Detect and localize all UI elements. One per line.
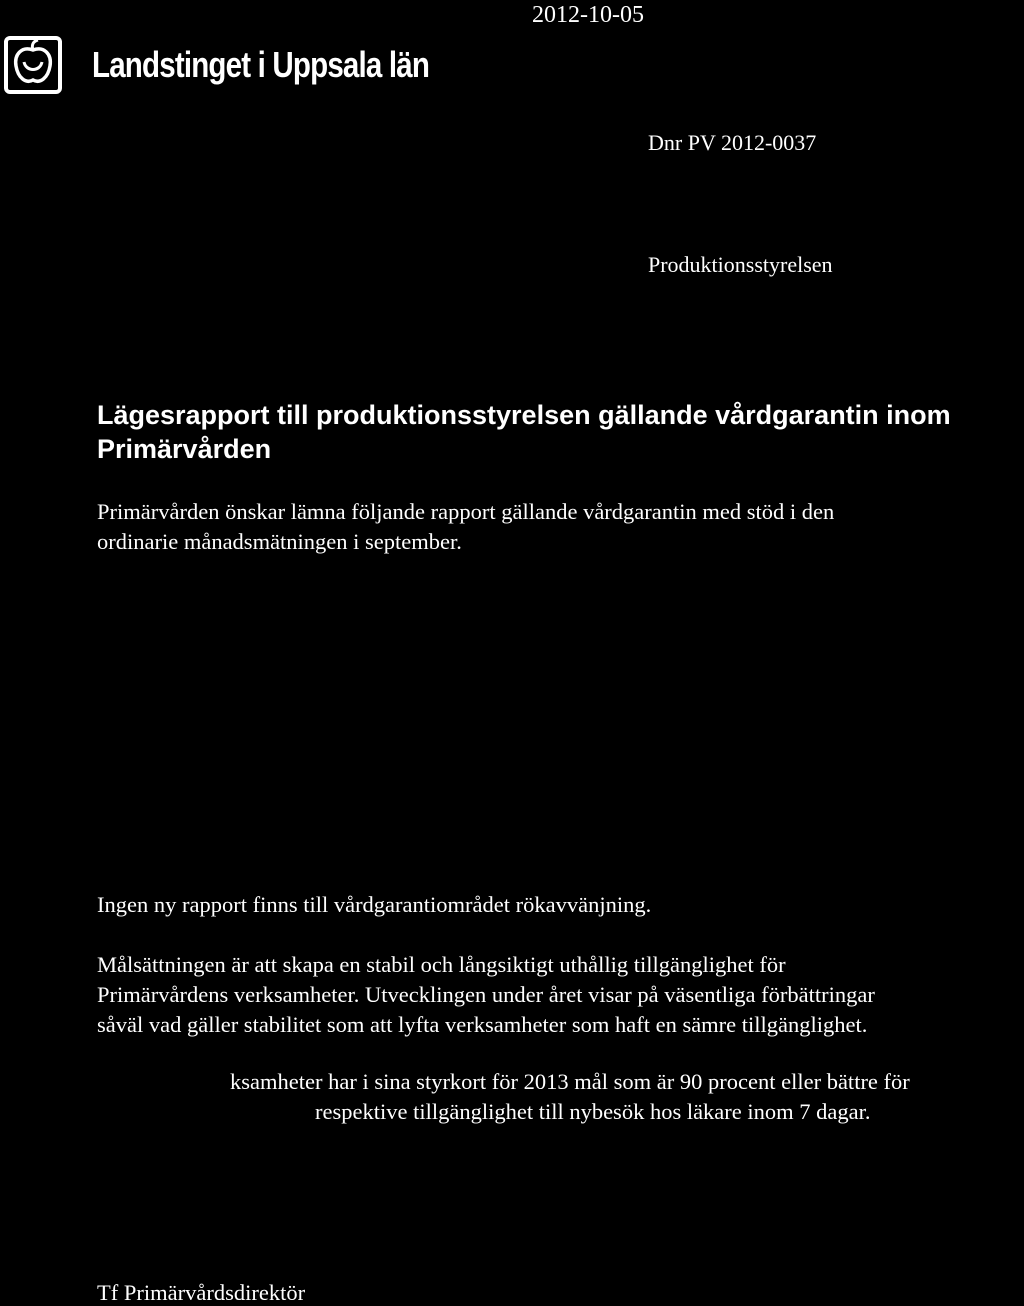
intro-line: ordinarie månadsmätningen i september. [97,529,462,554]
landstinget-logo-icon [4,36,62,94]
goal-line: ksamheter har i sina styrkort för 2013 mål som är 90 procent eller bättre för [230,1069,910,1094]
malsattning-line: Målsättningen är att skapa en stabil och långsiktigt uthållig tillgänglighet för [97,952,786,977]
signature-title: Tf Primärvårdsdirektör [97,1280,306,1305]
intro-line: Primärvården önskar lämna följande rapport gällande vårdgarantin med stöd i den [97,499,835,524]
goal-paragraph [230,1067,910,1127]
document-title: Lägesrapport till produktionsstyrelsen gällande vårdgarantin inom Primärvården [97,400,951,464]
rokavvanjning-paragraph: Ingen ny rapport finns till vårdgarantiområdet rökavvänjning. [97,892,652,917]
malsattning-paragraph [97,950,875,1040]
intro-paragraph [97,497,834,557]
organization-name: Landstinget i Uppsala län [92,44,430,85]
malsattning-line: Primärvårdens verksamheter. Utvecklingen under året visar på väsentliga förbättringar [97,982,875,1007]
recipient: Produktionsstyrelsen [648,252,833,277]
document-date: 2012-10-05 [532,2,644,28]
malsattning-line: såväl vad gäller stabilitet som att lyfta verksamheter som haft en sämre tillgänglighet. [97,1012,868,1037]
document-reference-number: Dnr PV 2012-0037 [648,130,817,155]
goal-line: respektive tillgänglighet till nybesök hos läkare inom 7 dagar. [315,1099,871,1124]
